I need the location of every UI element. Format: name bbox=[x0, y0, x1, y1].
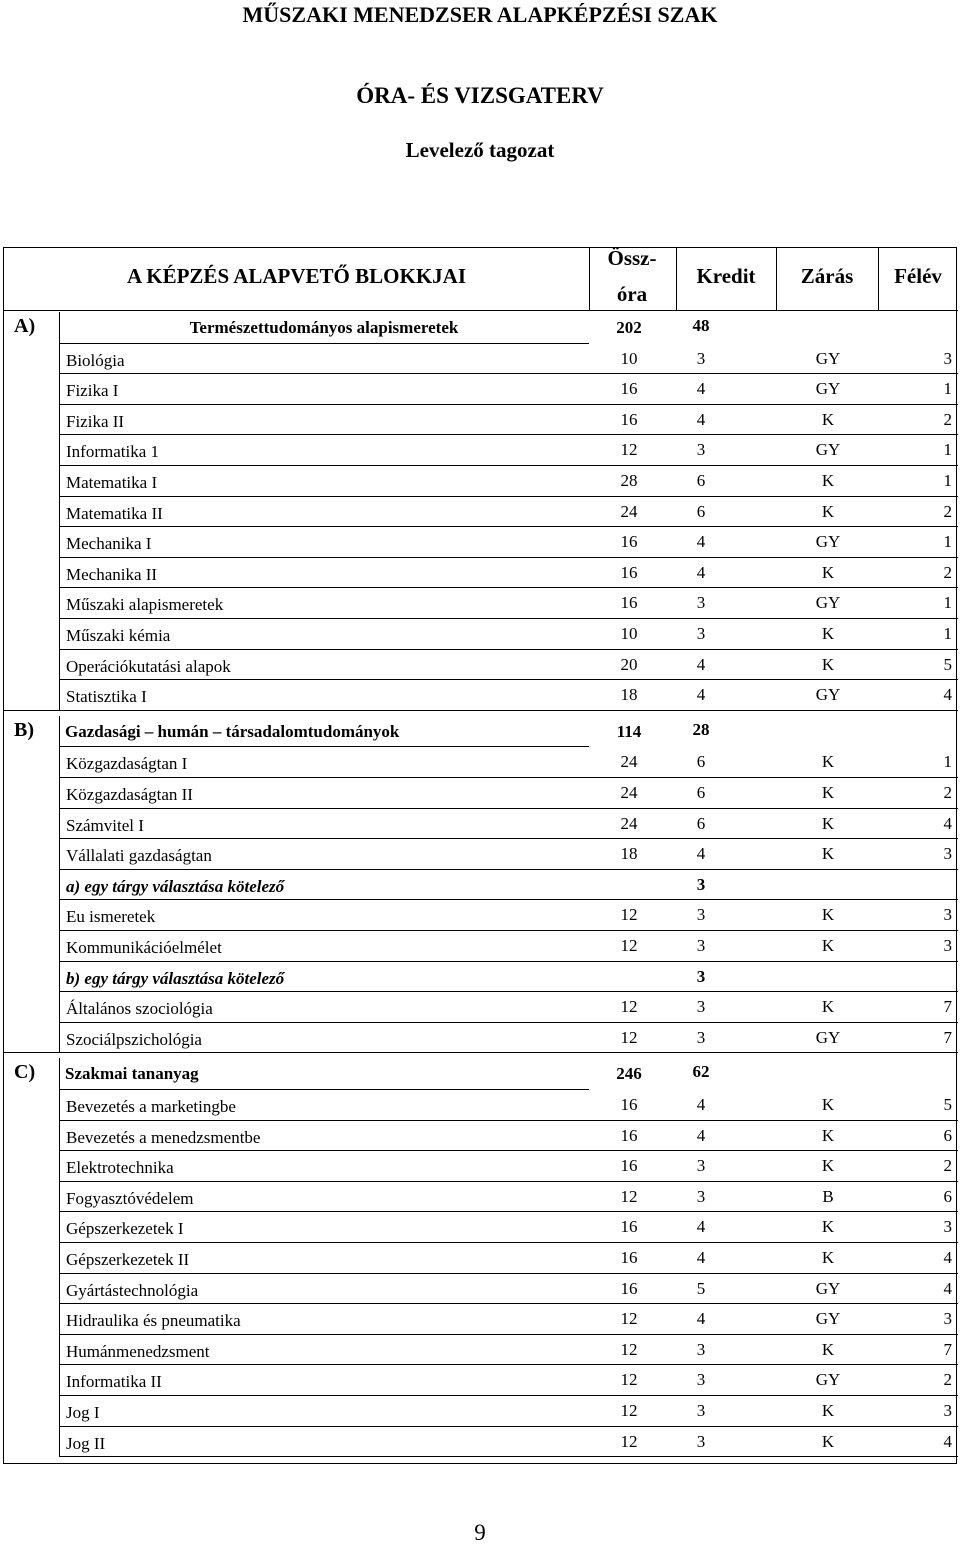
course-semester: 1 bbox=[943, 593, 952, 613]
course-semester: 2 bbox=[943, 783, 952, 802]
course-semester: 2 bbox=[943, 562, 952, 582]
page-number: 9 bbox=[474, 1520, 486, 1545]
course-semester: 1 bbox=[943, 440, 952, 460]
course-exam: K bbox=[821, 997, 835, 1017]
course-exam: K bbox=[821, 844, 835, 864]
section-credit: 62 bbox=[692, 1062, 710, 1082]
header-divider bbox=[878, 248, 879, 310]
section-letter: B) bbox=[14, 718, 34, 741]
course-semester: 4 bbox=[943, 1431, 952, 1451]
course-credit: 6 bbox=[696, 783, 706, 802]
course-semester: 1 bbox=[943, 532, 952, 552]
header-bottom-rule bbox=[4, 310, 958, 311]
section-title: Gazdasági – humán – társadalomtudományok bbox=[65, 721, 400, 741]
section-bracket bbox=[59, 312, 60, 710]
course-semester: 4 bbox=[943, 1278, 952, 1298]
course-credit: 3 bbox=[696, 624, 706, 643]
course-hours: 16 bbox=[620, 1278, 638, 1298]
course-credit: 3 bbox=[696, 1156, 706, 1176]
row-rule bbox=[59, 526, 958, 527]
row-rule bbox=[59, 961, 958, 962]
block-header: A KÉPZÉS ALAPVETŐ BLOKKJAI bbox=[127, 264, 466, 288]
course-exam: GY bbox=[815, 532, 841, 552]
course-name: Elektrotechnika bbox=[66, 1158, 174, 1178]
credit-header: Kredit bbox=[696, 264, 756, 288]
row-rule bbox=[59, 1364, 958, 1365]
course-semester: 6 bbox=[943, 1186, 952, 1206]
course-exam: K bbox=[821, 905, 835, 925]
row-rule bbox=[59, 930, 958, 931]
course-hours: 28 bbox=[620, 471, 638, 490]
section-title: Természettudományos alapismeretek bbox=[189, 318, 459, 337]
row-rule bbox=[59, 808, 958, 809]
course-exam: K bbox=[821, 813, 835, 833]
row-rule bbox=[59, 649, 958, 650]
row-rule bbox=[59, 1426, 958, 1427]
row-rule bbox=[59, 1181, 958, 1182]
row-rule bbox=[59, 373, 958, 374]
course-name: Szociálpszichológia bbox=[66, 1029, 202, 1049]
section-letter: C) bbox=[14, 1061, 36, 1084]
course-name: Bevezetés a menedzsmentbe bbox=[66, 1127, 261, 1147]
course-semester: 2 bbox=[943, 501, 952, 521]
course-name: Statisztika I bbox=[66, 687, 147, 707]
course-hours: 12 bbox=[620, 1027, 638, 1047]
course-hours: 12 bbox=[620, 1370, 638, 1390]
course-name: Matematika II bbox=[66, 503, 163, 523]
row-rule bbox=[59, 869, 958, 870]
course-credit: 4 bbox=[696, 844, 706, 864]
course-hours: 16 bbox=[620, 562, 638, 582]
course-credit: 4 bbox=[696, 409, 706, 429]
course-semester: 3 bbox=[943, 1309, 952, 1329]
course-exam: K bbox=[821, 471, 835, 490]
course-hours: 24 bbox=[620, 813, 638, 833]
curriculum-table bbox=[3, 247, 957, 1464]
course-semester: 3 bbox=[943, 905, 952, 925]
course-exam: GY bbox=[815, 348, 841, 368]
course-credit: 3 bbox=[696, 1401, 706, 1420]
course-exam: GY bbox=[815, 1370, 841, 1390]
course-exam: GY bbox=[815, 1309, 841, 1329]
course-hours: 16 bbox=[620, 379, 638, 399]
course-hours: 24 bbox=[620, 783, 638, 802]
course-credit: 3 bbox=[696, 997, 706, 1017]
course-hours: 16 bbox=[620, 1156, 638, 1176]
course-exam: K bbox=[821, 936, 835, 955]
course-name: Hidraulika és pneumatika bbox=[66, 1311, 241, 1331]
row-rule bbox=[59, 1211, 958, 1212]
hours-header-line1: Össz- bbox=[607, 246, 657, 270]
course-name: Gépszerkezetek II bbox=[66, 1250, 190, 1269]
header-divider bbox=[589, 248, 590, 310]
course-credit: 3 bbox=[696, 905, 706, 925]
course-exam: K bbox=[821, 624, 835, 643]
course-credit: 4 bbox=[696, 654, 706, 674]
course-credit: 6 bbox=[696, 471, 706, 490]
course-name: Mechanika I bbox=[66, 534, 152, 554]
course-hours: 24 bbox=[620, 501, 638, 521]
course-credit: 3 bbox=[696, 1339, 706, 1359]
course-name: Informatika II bbox=[66, 1372, 162, 1392]
row-rule bbox=[59, 465, 958, 466]
course-name: Műszaki alapismeretek bbox=[66, 595, 224, 615]
course-credit: 3 bbox=[696, 874, 706, 894]
course-semester: 5 bbox=[943, 654, 952, 674]
course-exam: K bbox=[821, 752, 835, 772]
course-name: Eu ismeretek bbox=[66, 907, 156, 927]
course-credit: 4 bbox=[696, 532, 706, 552]
header-divider bbox=[676, 248, 677, 310]
course-credit: 3 bbox=[696, 936, 706, 955]
course-hours: 24 bbox=[620, 752, 638, 772]
course-semester: 3 bbox=[943, 1217, 952, 1237]
course-name: Matematika I bbox=[66, 473, 158, 492]
course-exam: K bbox=[821, 1339, 835, 1359]
row-rule bbox=[59, 1150, 958, 1151]
course-exam: K bbox=[821, 1248, 835, 1267]
row-rule bbox=[59, 1022, 958, 1023]
section-bracket bbox=[59, 716, 60, 1053]
course-hours: 16 bbox=[620, 1248, 638, 1267]
exam-header: Zárás bbox=[800, 264, 854, 288]
course-semester: 2 bbox=[943, 1370, 952, 1390]
course-credit: 4 bbox=[696, 379, 706, 399]
course-credit: 3 bbox=[696, 593, 706, 613]
section-credit: 48 bbox=[692, 316, 710, 335]
course-name: Jog I bbox=[66, 1403, 100, 1422]
course-semester: 4 bbox=[943, 1248, 952, 1267]
course-exam: GY bbox=[815, 440, 841, 460]
section-title: Szakmai tananyag bbox=[65, 1064, 199, 1084]
row-rule bbox=[59, 1089, 589, 1090]
course-credit: 4 bbox=[696, 1125, 706, 1145]
document-subtitle: ÓRA- ÉS VIZSGATERV bbox=[356, 83, 604, 108]
section-letter: A) bbox=[14, 315, 36, 337]
header-divider bbox=[776, 248, 777, 310]
course-credit: 3 bbox=[696, 440, 706, 460]
row-rule bbox=[59, 557, 958, 558]
course-semester: 1 bbox=[943, 624, 952, 643]
course-hours: 12 bbox=[620, 1309, 638, 1329]
course-exam: GY bbox=[815, 685, 841, 705]
course-semester: 3 bbox=[943, 1401, 952, 1420]
course-semester: 1 bbox=[943, 752, 952, 772]
course-semester: 6 bbox=[943, 1125, 952, 1145]
course-semester: 3 bbox=[943, 348, 952, 368]
section-hours: 246 bbox=[616, 1064, 642, 1084]
course-semester: 1 bbox=[943, 471, 952, 490]
course-name: Biológia bbox=[66, 350, 125, 370]
section-hours: 202 bbox=[616, 318, 642, 337]
row-rule bbox=[59, 404, 958, 405]
course-exam: GY bbox=[815, 593, 841, 613]
row-rule bbox=[59, 899, 958, 900]
course-name: Általános szociológia bbox=[66, 999, 213, 1019]
course-name: Számvitel I bbox=[66, 815, 144, 835]
course-hours: 12 bbox=[620, 1339, 638, 1359]
course-hours: 16 bbox=[620, 1217, 638, 1237]
course-exam: GY bbox=[815, 1027, 841, 1047]
section-divider bbox=[4, 710, 958, 711]
course-hours: 12 bbox=[620, 440, 638, 460]
course-name: Közgazdaságtan I bbox=[66, 754, 188, 774]
row-rule bbox=[59, 679, 958, 680]
row-rule bbox=[59, 1303, 958, 1304]
course-semester: 7 bbox=[943, 1027, 952, 1047]
course-exam: K bbox=[821, 1431, 835, 1451]
course-name: Kommunikációelmélet bbox=[66, 938, 222, 957]
section-hours: 114 bbox=[616, 721, 642, 741]
course-hours: 12 bbox=[620, 997, 638, 1017]
course-hours: 16 bbox=[620, 1125, 638, 1145]
course-hours: 20 bbox=[620, 654, 638, 674]
course-semester: 4 bbox=[943, 685, 952, 705]
row-rule bbox=[59, 1395, 958, 1396]
course-name: Mechanika II bbox=[66, 564, 158, 584]
row-rule bbox=[59, 838, 958, 839]
course-name: b) egy tárgy választása kötelező bbox=[66, 968, 285, 988]
row-rule bbox=[59, 746, 589, 747]
course-hours: 18 bbox=[620, 685, 638, 705]
row-rule bbox=[59, 1456, 958, 1457]
hours-header-line2: óra bbox=[616, 282, 648, 306]
section-credit: 28 bbox=[692, 719, 710, 739]
course-name: Vállalati gazdaságtan bbox=[66, 846, 212, 866]
course-semester: 7 bbox=[943, 1339, 952, 1359]
course-credit: 6 bbox=[696, 501, 706, 521]
course-hours: 12 bbox=[620, 936, 638, 955]
course-semester: 4 bbox=[943, 813, 952, 833]
course-exam: K bbox=[821, 1401, 835, 1420]
study-mode: Levelező tagozat bbox=[405, 138, 555, 162]
course-exam: K bbox=[821, 409, 835, 429]
course-semester: 7 bbox=[943, 997, 952, 1017]
row-rule bbox=[59, 343, 589, 344]
course-name: Fogyasztóvédelem bbox=[66, 1188, 194, 1208]
section-divider bbox=[4, 1052, 958, 1053]
course-hours: 12 bbox=[620, 1431, 638, 1451]
document-title: MŰSZAKI MENEDZSER ALAPKÉPZÉSI SZAK bbox=[242, 2, 718, 27]
course-exam: GY bbox=[815, 1278, 841, 1298]
course-credit: 3 bbox=[696, 966, 706, 986]
course-exam: K bbox=[821, 783, 835, 802]
course-semester: 3 bbox=[943, 936, 952, 955]
course-hours: 16 bbox=[620, 409, 638, 429]
row-rule bbox=[59, 587, 958, 588]
course-credit: 6 bbox=[696, 752, 706, 772]
course-name: Operációkutatási alapok bbox=[66, 656, 231, 676]
course-exam: K bbox=[821, 654, 835, 674]
course-exam: K bbox=[821, 1217, 835, 1237]
course-hours: 10 bbox=[620, 348, 638, 368]
course-credit: 4 bbox=[696, 1217, 706, 1237]
row-rule bbox=[59, 496, 958, 497]
course-name: Bevezetés a marketingbe bbox=[66, 1097, 236, 1116]
course-hours: 16 bbox=[620, 532, 638, 552]
section-bracket bbox=[59, 1058, 60, 1456]
row-rule bbox=[59, 1334, 958, 1335]
course-credit: 4 bbox=[696, 1095, 706, 1114]
course-semester: 3 bbox=[943, 844, 952, 864]
course-credit: 6 bbox=[696, 813, 706, 833]
course-credit: 5 bbox=[696, 1278, 706, 1298]
course-credit: 3 bbox=[696, 1370, 706, 1390]
course-hours: 18 bbox=[620, 844, 638, 864]
course-name: Fizika I bbox=[66, 381, 119, 401]
course-semester: 5 bbox=[943, 1095, 952, 1114]
course-exam: K bbox=[821, 1125, 835, 1145]
course-exam: B bbox=[822, 1186, 834, 1206]
row-rule bbox=[59, 991, 958, 992]
course-hours: 12 bbox=[620, 1401, 638, 1420]
course-hours: 12 bbox=[620, 905, 638, 925]
course-credit: 3 bbox=[696, 1431, 706, 1451]
course-name: Humánmenedzsment bbox=[66, 1341, 210, 1361]
course-semester: 1 bbox=[943, 379, 952, 399]
course-credit: 3 bbox=[696, 1186, 706, 1206]
row-rule bbox=[59, 434, 958, 435]
course-name: Gyártástechnológia bbox=[66, 1280, 199, 1300]
course-exam: K bbox=[821, 562, 835, 582]
course-credit: 4 bbox=[696, 1248, 706, 1267]
course-exam: K bbox=[821, 1095, 835, 1114]
row-rule bbox=[59, 618, 958, 619]
course-name: Jog II bbox=[66, 1433, 106, 1453]
course-hours: 12 bbox=[620, 1186, 638, 1206]
course-hours: 10 bbox=[620, 624, 638, 643]
semester-header: Félév bbox=[894, 264, 942, 288]
row-rule bbox=[59, 1273, 958, 1274]
row-rule bbox=[59, 777, 958, 778]
course-hours: 16 bbox=[620, 1095, 638, 1114]
course-semester: 2 bbox=[943, 409, 952, 429]
course-name: a) egy tárgy választása kötelező bbox=[66, 876, 285, 896]
course-exam: K bbox=[821, 501, 835, 521]
course-hours: 16 bbox=[620, 593, 638, 613]
row-rule bbox=[59, 1242, 958, 1243]
course-credit: 3 bbox=[696, 1027, 706, 1047]
course-credit: 4 bbox=[696, 685, 706, 705]
course-name: Informatika 1 bbox=[66, 442, 159, 462]
course-exam: GY bbox=[815, 379, 841, 399]
course-semester: 2 bbox=[943, 1156, 952, 1176]
row-rule bbox=[59, 1120, 958, 1121]
course-credit: 4 bbox=[696, 562, 706, 582]
course-name: Fizika II bbox=[66, 411, 125, 431]
course-name: Gépszerkezetek I bbox=[66, 1219, 184, 1239]
course-name: Műszaki kémia bbox=[66, 626, 171, 645]
course-exam: K bbox=[821, 1156, 835, 1176]
course-name: Közgazdaságtan II bbox=[66, 785, 193, 804]
course-credit: 4 bbox=[696, 1309, 706, 1329]
course-credit: 3 bbox=[696, 348, 706, 368]
